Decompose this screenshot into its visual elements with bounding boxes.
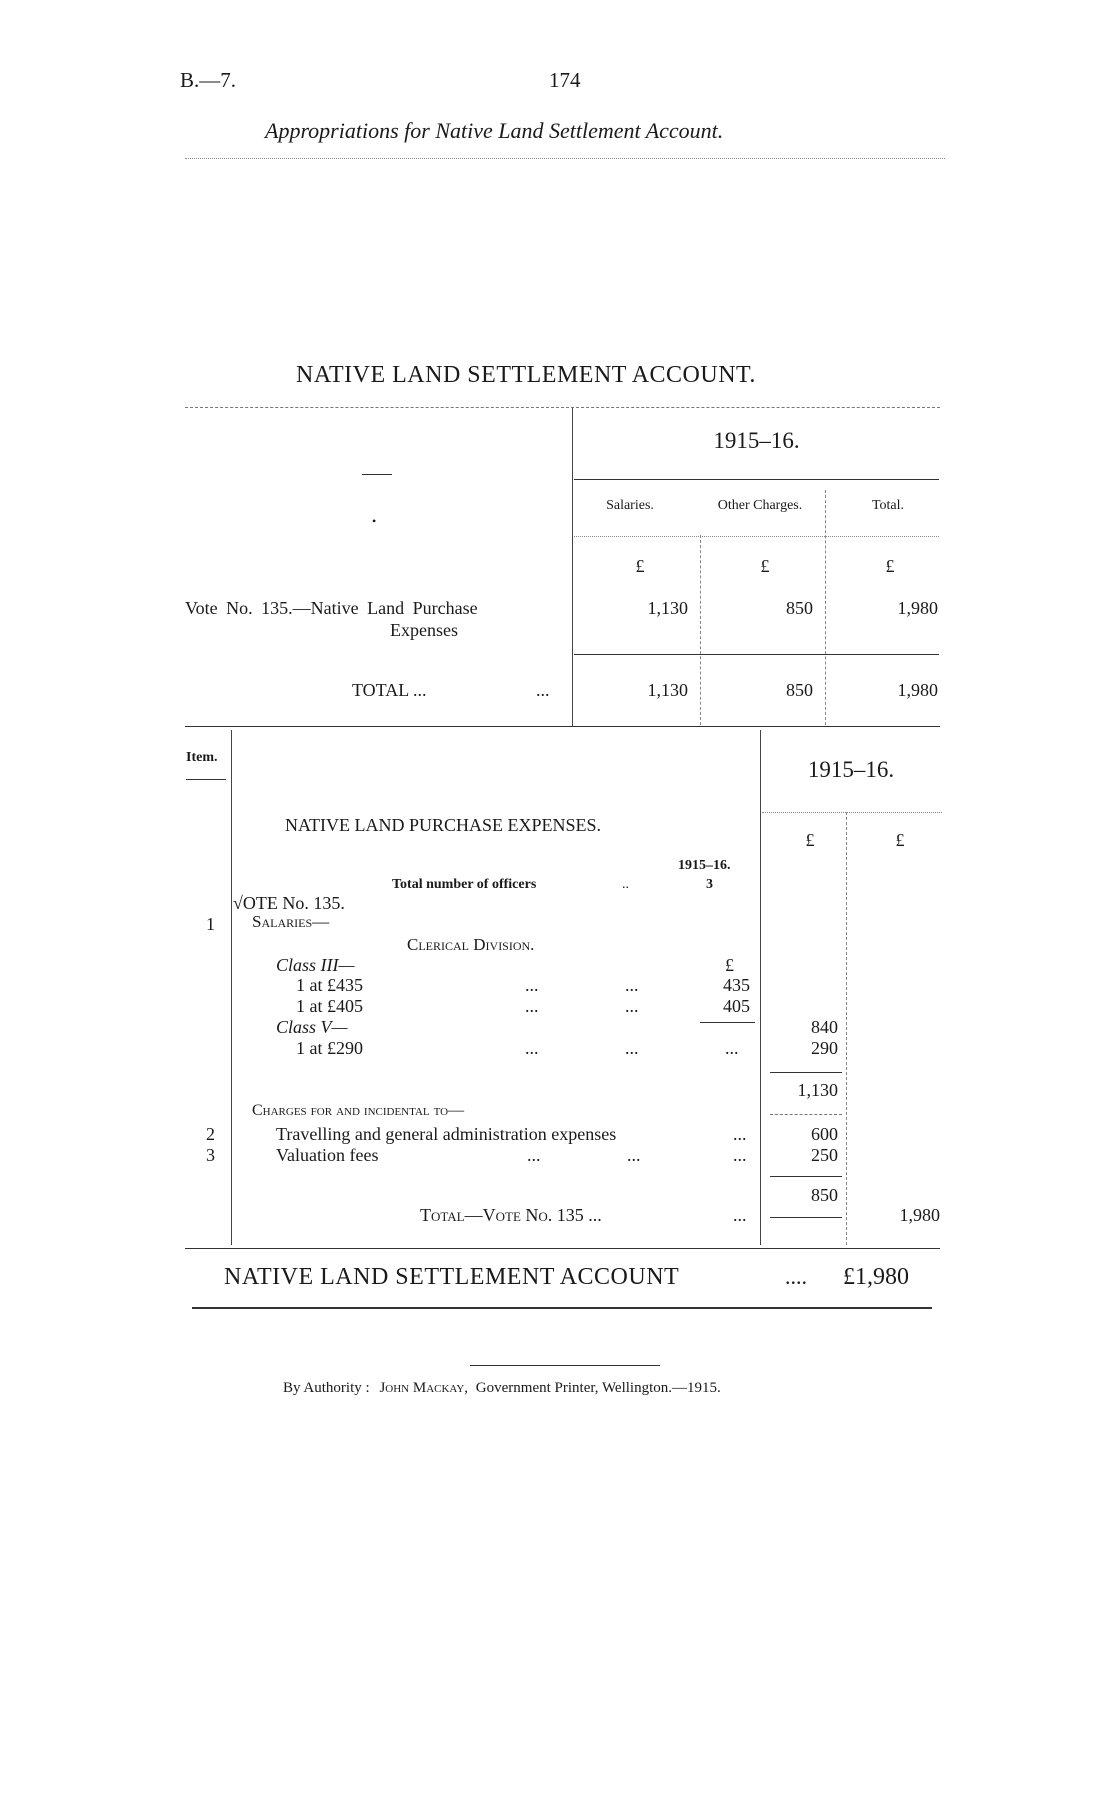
detail-currency-a: £ <box>805 830 815 850</box>
class3-sum-rule <box>700 1022 755 1023</box>
summary-header-rule <box>574 536 939 537</box>
officers-year: 1915–16. <box>678 858 731 873</box>
imprint-rule <box>470 1365 660 1366</box>
summary-divider <box>572 408 573 726</box>
item2-dots: ... <box>733 1124 747 1144</box>
total-total: 1,980 <box>897 680 938 700</box>
summary-col-divider-1 <box>700 535 701 725</box>
class3-label: Class III— <box>276 955 355 975</box>
detail-currency-b: £ <box>895 830 905 850</box>
row-405-dots-1: ... <box>525 996 539 1016</box>
row-290-label: 1 at £290 <box>296 1038 363 1058</box>
detail-amount-col-divider <box>846 812 847 1245</box>
summary-currency-total: £ <box>885 556 895 576</box>
item-header-rule <box>186 779 226 780</box>
class3-subtotal: 840 <box>811 1017 838 1037</box>
row-290-dots-2: ... <box>625 1038 639 1058</box>
imprint-printer-name: John Mackay, <box>379 1380 469 1396</box>
row-435-value: 435 <box>723 975 750 995</box>
running-title: Appropriations for Native Land Settlement Account. <box>265 118 724 143</box>
clerical-heading: Clerical Division. <box>407 935 535 954</box>
total-other: 850 <box>786 680 813 700</box>
page-number: 174 <box>549 68 581 92</box>
summary-currency-salaries: £ <box>635 556 645 576</box>
detail-bottom-rule <box>185 1248 940 1249</box>
item1-number: 1 <box>206 914 215 934</box>
item2-value: 600 <box>811 1124 838 1144</box>
officers-count: 3 <box>706 877 713 892</box>
vote-salaries: 1,130 <box>647 598 688 618</box>
salaries-total: 1,130 <box>797 1080 838 1100</box>
summary-currency-other: £ <box>760 556 770 576</box>
detail-year: 1915–16. <box>807 757 895 782</box>
officers-label: Total number of officers <box>392 877 537 892</box>
charges-heading: Charges for and incidental to— <box>252 1102 465 1119</box>
grand-total-dots: .... <box>785 1264 807 1289</box>
vote-total-rule <box>770 1217 842 1218</box>
grand-total-rule <box>192 1307 932 1309</box>
row-435-dots-1: ... <box>525 975 539 995</box>
summary-total-dots: ... <box>536 680 550 700</box>
vote-total-dots: ... <box>733 1205 747 1225</box>
header-rule <box>185 158 945 159</box>
item3-label: Valuation fees <box>276 1145 379 1165</box>
summary-year-rule <box>574 479 939 480</box>
imprint-by-authority: By Authority : <box>283 1380 370 1396</box>
row-405-dots-2: ... <box>625 996 639 1016</box>
vote-label-line2: Expenses <box>390 620 458 640</box>
summary-title: NATIVE LAND SETTLEMENT ACCOUNT. <box>296 362 756 388</box>
vote-total-label: Total—Vote No. 135 ... <box>420 1205 602 1225</box>
summary-col-divider-2 <box>825 490 826 725</box>
summary-year: 1915–16. <box>713 428 800 453</box>
charges-total: 850 <box>811 1185 838 1205</box>
item3-value: 250 <box>811 1145 838 1165</box>
item2-number: 2 <box>206 1124 215 1144</box>
vote-total: 1,980 <box>897 598 938 618</box>
grand-total-label: NATIVE LAND SETTLEMENT ACCOUNT <box>224 1264 680 1290</box>
detail-year-rule <box>762 812 942 813</box>
vote-other: 850 <box>786 598 813 618</box>
item3-dots-3: ... <box>733 1145 747 1165</box>
detail-amount-divider <box>760 730 761 1245</box>
col-salaries-header: Salaries. <box>606 498 654 513</box>
item-header: Item. <box>186 750 218 765</box>
class3-currency: £ <box>725 955 734 975</box>
summary-total-rule <box>574 654 939 655</box>
item3-dots-2: ... <box>627 1145 641 1165</box>
class5-label: Class V— <box>276 1017 348 1037</box>
summary-bottom-rule <box>185 726 940 727</box>
imprint-line <box>283 1380 721 1397</box>
summary-top-rule <box>185 407 940 408</box>
grand-total-value: £1,980 <box>843 1264 909 1290</box>
salaries-sum-rule <box>770 1072 842 1073</box>
row-435-dots-2: ... <box>625 975 639 995</box>
row-290-dots-1: ... <box>525 1038 539 1058</box>
total-salaries: 1,130 <box>647 680 688 700</box>
section-title: NATIVE LAND PURCHASE EXPENSES. <box>285 815 602 835</box>
row-405-value: 405 <box>723 996 750 1016</box>
vote-total-value: 1,980 <box>899 1205 940 1225</box>
salaries-heading: Salaries— <box>252 912 330 931</box>
item3-number: 3 <box>206 1145 215 1165</box>
summary-total-label: TOTAL ... <box>352 680 427 700</box>
vote-line: √OTE No. 135. <box>233 893 345 913</box>
imprint-printer-rest: Government Printer, Wellington.—1915. <box>475 1380 721 1396</box>
item3-dots-1: ... <box>527 1145 541 1165</box>
summary-bullet: • <box>372 514 377 528</box>
row-435-label: 1 at £435 <box>296 975 363 995</box>
row-290-value: 290 <box>811 1038 838 1058</box>
col-other-header: Other Charges. <box>717 498 803 513</box>
charges-sum-rule <box>770 1176 842 1177</box>
row-405-label: 1 at £405 <box>296 996 363 1016</box>
item2-label: Travelling and general administration expenses <box>276 1124 617 1144</box>
row-290-dots-3: ... <box>725 1038 739 1058</box>
officers-dots: .. <box>622 877 629 892</box>
document-code: B.—7. <box>180 68 237 92</box>
charges-rule <box>770 1114 842 1115</box>
detail-item-divider <box>231 730 232 1245</box>
summary-left-dash <box>362 474 392 475</box>
vote-label-line1: Vote No. 135.—Native Land Purchase <box>185 598 478 618</box>
col-total-header: Total. <box>871 498 905 513</box>
